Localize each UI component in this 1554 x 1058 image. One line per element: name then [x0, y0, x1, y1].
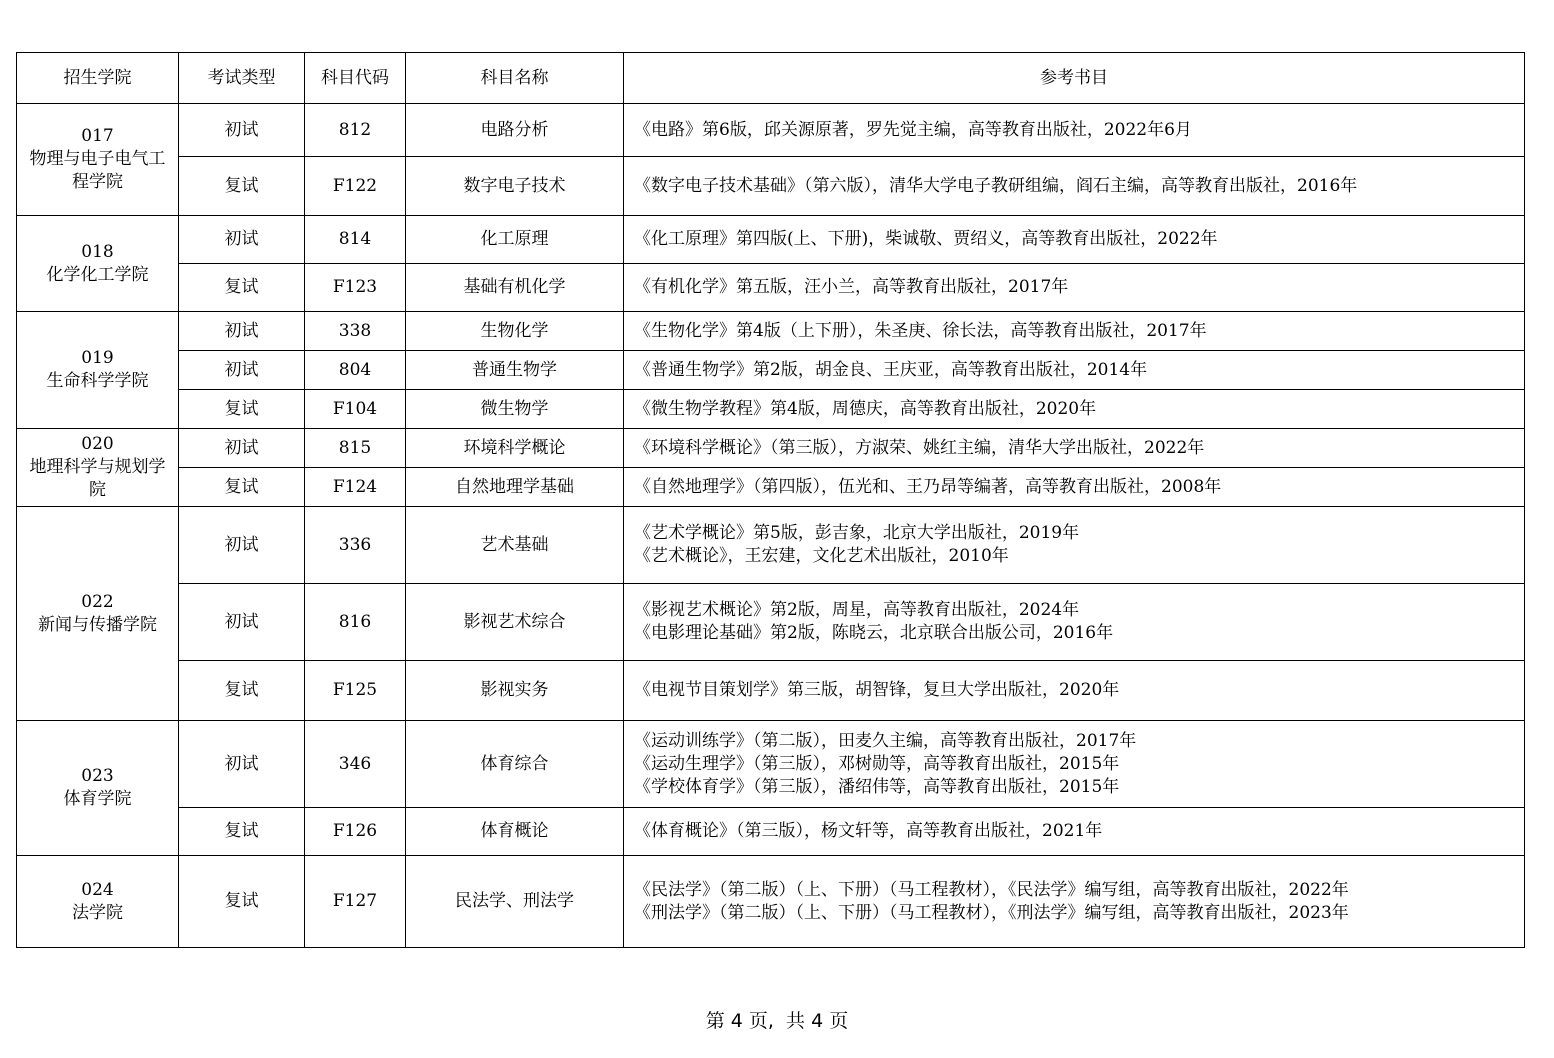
- subject-name-cell: 生物化学: [406, 312, 624, 351]
- reference-book-line: 《电视节目策划学》第三版，胡智锋，复旦大学出版社，2020年: [634, 680, 1120, 700]
- reference-book-line: 《生物化学》第4版（上下册），朱圣庚、徐长法，高等教育出版社，2017年: [634, 320, 1207, 341]
- college-cell: [17, 721, 179, 856]
- table-row: [17, 856, 1525, 948]
- reference-books-cell: [624, 264, 1525, 312]
- college-name-line: 新闻与传播学院: [38, 614, 157, 635]
- college-code: 019: [81, 348, 114, 368]
- page-footer: [0, 1006, 1554, 1033]
- subject-name-cell: 体育综合: [406, 721, 624, 808]
- reference-books-cell: [624, 216, 1525, 264]
- reference-book-line: 《艺术概论》，王宏建，文化艺术出版社，2010年: [634, 546, 1009, 566]
- header-subject-code: 科目代码: [305, 53, 406, 104]
- reference-book-line: 《普通生物学》第2版，胡金良、王庆亚，高等教育出版社，2014年: [634, 359, 1148, 380]
- reference-books-cell: [624, 429, 1525, 468]
- college-code: 017: [81, 126, 114, 146]
- exam-type-cell: 初试: [179, 312, 305, 351]
- subject-code-cell: 812: [305, 104, 406, 157]
- reference-book-line: 《影视艺术概论》第2版，周星，高等教育出版社，2024年: [634, 600, 1080, 620]
- reference-book-line: 《电影理论基础》第2版，陈晓云，北京联合出版公司，2016年: [634, 623, 1114, 643]
- page-number-label: 第 4 页, 共 4 页: [705, 1010, 849, 1032]
- subject-name-cell: 数字电子技术: [406, 157, 624, 216]
- reference-book-line: 《学校体育学》（第三版），潘绍伟等，高等教育出版社，2015年: [634, 776, 1120, 797]
- reference-books-cell: [624, 468, 1525, 507]
- reference-books-cell: [624, 856, 1525, 948]
- table-row: [17, 661, 1525, 721]
- reference-book-line: 《化工原理》第四版(上、下册)，柴诚敬、贾绍义，高等教育出版社，2022年: [634, 229, 1218, 249]
- subject-code-cell: F124: [305, 468, 406, 507]
- subject-code-cell: F127: [305, 856, 406, 948]
- college-cell: [17, 104, 179, 216]
- reference-book-line: 《有机化学》第五版，汪小兰，高等教育出版社，2017年: [634, 277, 1069, 297]
- college-cell: [17, 216, 179, 312]
- subject-name-cell: 环境科学概论: [406, 429, 624, 468]
- college-name-line: 物理与电子电气工: [29, 149, 166, 169]
- reference-book-line: 《运动训练学》（第二版），田麦久主编，高等教育出版社，2017年: [634, 730, 1137, 751]
- exam-type-cell: 复试: [179, 856, 305, 948]
- reference-books-cell: [624, 507, 1525, 584]
- subject-name-cell: 基础有机化学: [406, 264, 624, 312]
- college-cell: [17, 856, 179, 948]
- subject-name-cell: 化工原理: [406, 216, 624, 264]
- reference-book-line: 《艺术学概论》第5版，彭吉象，北京大学出版社，2019年: [634, 523, 1080, 543]
- college-name-line: 地理科学与规划学: [29, 457, 166, 477]
- subject-code-cell: 814: [305, 216, 406, 264]
- subject-code-cell: 804: [305, 351, 406, 390]
- reference-books-table: [16, 52, 1525, 948]
- college-code: 024: [81, 879, 114, 900]
- exam-type-cell: 复试: [179, 468, 305, 507]
- table-row: [17, 390, 1525, 429]
- exam-type-cell: 初试: [179, 507, 305, 584]
- college-code: 022: [81, 591, 114, 612]
- reference-book-line: 《运动生理学》（第三版），邓树勋等，高等教育出版社，2015年: [634, 753, 1120, 774]
- table-row: [17, 468, 1525, 507]
- table-header-row: [17, 53, 1525, 104]
- table-row: [17, 351, 1525, 390]
- table-body: [17, 104, 1525, 948]
- exam-type-cell: 初试: [179, 429, 305, 468]
- table-row: [17, 157, 1525, 216]
- reference-books-cell: [624, 584, 1525, 661]
- college-name-line: 院: [89, 480, 106, 500]
- college-cell: [17, 507, 179, 721]
- reference-book-line: 《自然地理学》（第四版），伍光和、王乃昂等编著，高等教育出版社，2008年: [634, 476, 1222, 497]
- college-code: 023: [81, 766, 114, 786]
- subject-code-cell: F126: [305, 808, 406, 856]
- header-exam-type: 考试类型: [179, 53, 305, 104]
- header-college: 招生学院: [17, 53, 179, 104]
- reference-books-cell: [624, 312, 1525, 351]
- reference-books-cell: [624, 104, 1525, 157]
- table-row: [17, 808, 1525, 856]
- subject-name-cell: 民法学、刑法学: [406, 856, 624, 948]
- exam-type-cell: 初试: [179, 351, 305, 390]
- table-row: [17, 507, 1525, 584]
- college-name-line: 程学院: [72, 172, 123, 192]
- subject-name-cell: 影视实务: [406, 661, 624, 721]
- reference-book-line: 《微生物学教程》第4版，周德庆，高等教育出版社，2020年: [634, 398, 1097, 419]
- subject-name-cell: 电路分析: [406, 104, 624, 157]
- subject-name-cell: 微生物学: [406, 390, 624, 429]
- exam-type-cell: 初试: [179, 721, 305, 808]
- reference-books-cell: [624, 808, 1525, 856]
- subject-name-cell: 普通生物学: [406, 351, 624, 390]
- college-code: 018: [81, 241, 114, 262]
- exam-type-cell: 复试: [179, 157, 305, 216]
- college-name-line: 生命科学学院: [46, 371, 149, 391]
- table-row: [17, 264, 1525, 312]
- reference-books-cell: [624, 351, 1525, 390]
- subject-code-cell: F104: [305, 390, 406, 429]
- subject-code-cell: F123: [305, 264, 406, 312]
- reference-book-line: 《体育概论》（第三版），杨文轩等，高等教育出版社，2021年: [634, 821, 1103, 841]
- college-name-line: 体育学院: [63, 789, 132, 809]
- subject-name-cell: 体育概论: [406, 808, 624, 856]
- subject-code-cell: F122: [305, 157, 406, 216]
- reference-book-line: 《民法学》（第二版）（上、下册）（马工程教材），《民法学》编写组，高等教育出版社，2022年: [634, 879, 1349, 900]
- reference-book-line: 《刑法学》（第二版）（上、下册）（马工程教材），《刑法学》编写组，高等教育出版社，2023年: [634, 902, 1349, 923]
- subject-name-cell: 影视艺术综合: [406, 584, 624, 661]
- subject-code-cell: F125: [305, 661, 406, 721]
- subject-code-cell: 346: [305, 721, 406, 808]
- subject-name-cell: 自然地理学基础: [406, 468, 624, 507]
- subject-code-cell: 338: [305, 312, 406, 351]
- college-cell: [17, 429, 179, 507]
- exam-type-cell: 复试: [179, 390, 305, 429]
- header-subject-name: 科目名称: [406, 53, 624, 104]
- reference-books-cell: [624, 721, 1525, 808]
- reference-book-line: 《环境科学概论》（第三版），方淑荣、姚红主编，清华大学出版社，2022年: [634, 437, 1205, 458]
- subject-name-cell: 艺术基础: [406, 507, 624, 584]
- table-row: [17, 216, 1525, 264]
- college-code: 020: [81, 434, 114, 454]
- exam-type-cell: 初试: [179, 104, 305, 157]
- subject-code-cell: 816: [305, 584, 406, 661]
- reference-books-cell: [624, 390, 1525, 429]
- exam-type-cell: 复试: [179, 808, 305, 856]
- header-reference-books: 参考书目: [624, 53, 1525, 104]
- table-row: [17, 721, 1525, 808]
- college-name-line: 法学院: [72, 902, 123, 923]
- table-row: [17, 312, 1525, 351]
- reference-book-line: 《数字电子技术基础》（第六版），清华大学电子教研组编，阎石主编，高等教育出版社，2016年: [634, 175, 1358, 196]
- exam-type-cell: 初试: [179, 216, 305, 264]
- exam-type-cell: 复试: [179, 661, 305, 721]
- college-name-line: 化学化工学院: [46, 264, 149, 285]
- reference-books-cell: [624, 661, 1525, 721]
- table-row: [17, 584, 1525, 661]
- table-row: [17, 429, 1525, 468]
- subject-code-cell: 336: [305, 507, 406, 584]
- reference-book-line: 《电路》第6版，邱关源原著，罗先觉主编，高等教育出版社，2022年6月: [634, 119, 1192, 140]
- subject-code-cell: 815: [305, 429, 406, 468]
- exam-type-cell: 复试: [179, 264, 305, 312]
- college-cell: [17, 312, 179, 429]
- reference-books-cell: [624, 157, 1525, 216]
- exam-type-cell: 初试: [179, 584, 305, 661]
- table-row: [17, 104, 1525, 157]
